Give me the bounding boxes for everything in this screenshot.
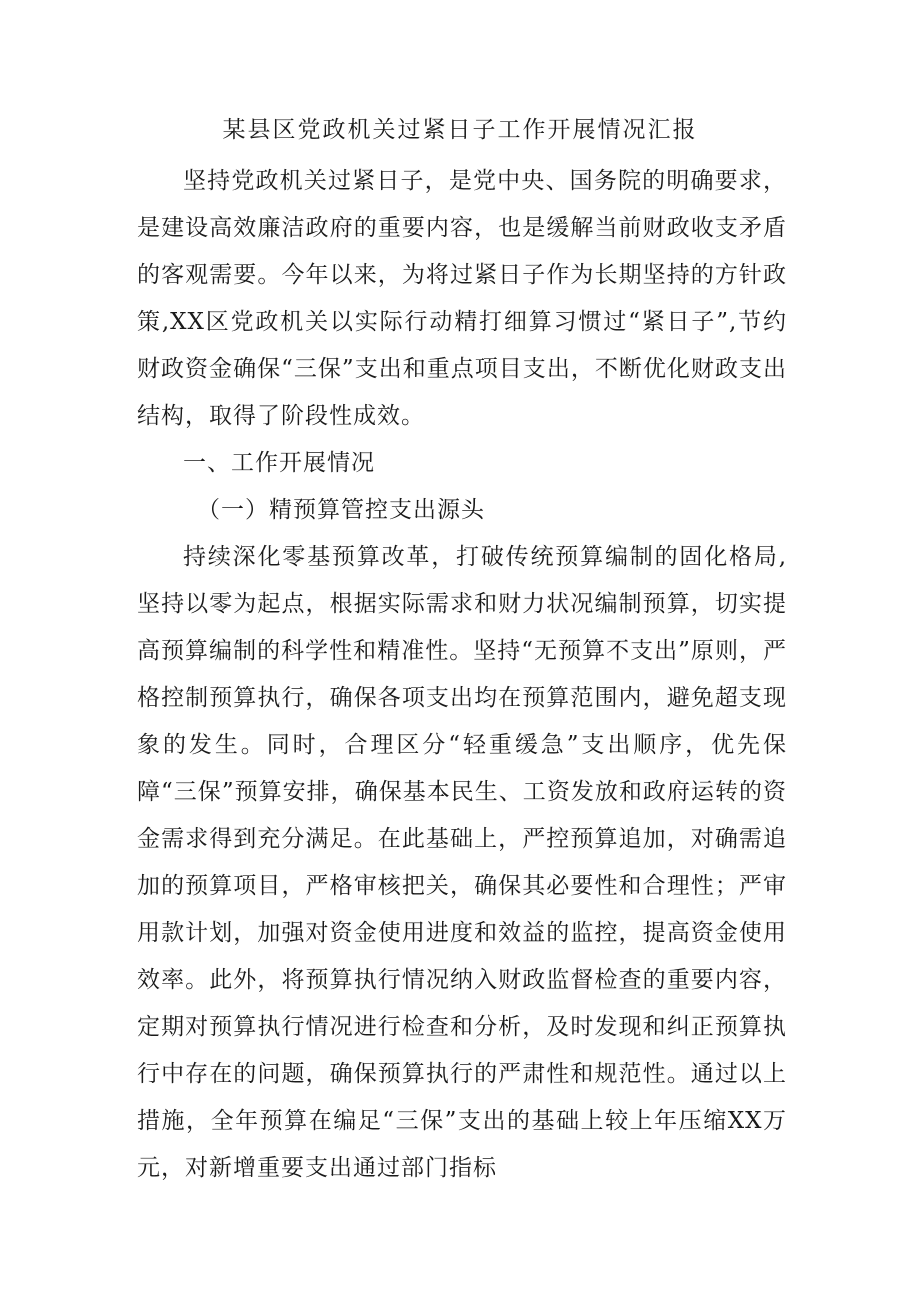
intro-paragraph: 坚持党政机关过紧日子，是党中央、国务院的明确要求，是建设高效廉洁政府的重要内容，也是缓解当前财政收支矛盾的客观需要。今年以来，为将过紧日子作为长期坚持的方针政策,XX区党政机关以实际行动精打细算习惯过“紧日子”,节约财政资金确保“三保”支出和重点项目支出，不断优化财政支出结构，取得了阶段性成效。 — [137, 168, 787, 429]
document-body — [137, 158, 787, 1192]
section-heading: 一、工作开展情况 — [183, 450, 375, 476]
document-title: 某县区党政机关过紧日子工作开展情况汇报 — [222, 117, 698, 143]
subsection-heading: （一）精预算管控支出源头 — [197, 497, 485, 523]
subsection-paragraph: 持续深化零基预算改革，打破传统预算编制的固化格局,坚持以零为起点，根据实际需求和财力状况编制预算，切实提高预算编制的科学性和精准性。坚持“无预算不支出”原则，严格控制预算执行，确保各项支出均在预算范围内，避免超支现象的发生。同时，合理区分“轻重缓急”支出顺序，优先保障“三保”预算安排，确保基本民生、工资发放和政府运转的资金需求得到充分满足。在此基础上，严控预算追加，对确需追加的预算项目，严格审核把关，确保其必要性和合理性；严审用款计划，加强对资金使用进度和效益的监控，提高资金使用效率。此外，将预算执行情况纳入财政监督检查的重要内容，定期对预算执行情况进行检查和分析，及时发现和纠正预算执行中存在的问题，确保预算执行的严肃性和规范性。通过以上措施，全年预算在编足“三保”支出的基础上较上年压缩XX万元，对新增重要支出通过部门指标 — [137, 544, 787, 1181]
